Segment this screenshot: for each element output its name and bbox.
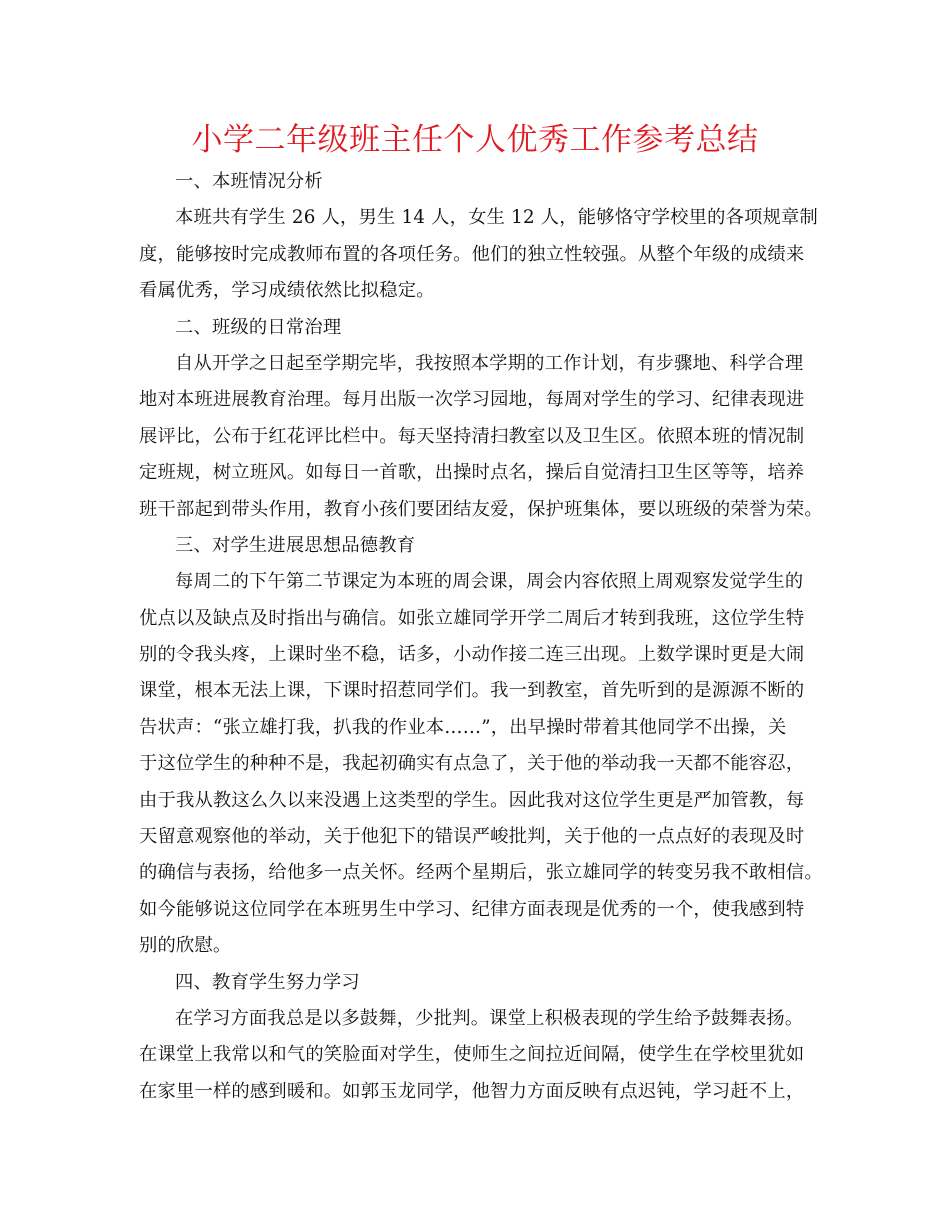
body-line: 别的令我头疼，上课时坐不稳，话多，小动作接二连三出现。上数学课时更是大闹 bbox=[139, 644, 805, 666]
body-line: 的确信与表扬，给他多一点关怀。经两个星期后，张立雄同学的转变另我不敢相信。 bbox=[139, 862, 823, 884]
body-line: 自从开学之日起至学期完毕，我按照本学期的工作计划，有步骤地、科学合理 bbox=[175, 352, 804, 374]
body-line: 三、对学生进展思想品德教育 bbox=[175, 534, 416, 556]
body-line: 课堂，根本无法上课，下课时招惹同学们。我一到教室，首先听到的是源源不断的 bbox=[139, 680, 805, 702]
body-line: 展评比，公布于红花评比栏中。每天坚持清扫教室以及卫生区。依照本班的情况制 bbox=[139, 425, 805, 447]
body-line: 四、教育学生努力学习 bbox=[175, 971, 360, 993]
body-line: 在课堂上我常以和气的笑脸面对学生，使师生之间拉近间隔，使学生在学校里犹如 bbox=[139, 1044, 805, 1066]
body-line: 一、本班情况分析 bbox=[175, 171, 323, 192]
body-line: 别的欣慰。 bbox=[139, 935, 232, 957]
body-line: 天留意观察他的举动，关于他犯下的错误严峻批判，关于他的一点点好的表现及时 bbox=[139, 826, 805, 848]
body-line: 于这位学生的种种不是，我起初确实有点急了，关于他的举动我一天都不能容忍， bbox=[139, 753, 805, 775]
body-line: 度，能够按时完成教师布置的各项任务。他们的独立性较强。从整个年级的成绩来 bbox=[139, 243, 805, 265]
body-line: 看属优秀，学习成绩依然比拟稳定。 bbox=[139, 280, 435, 302]
body-line: 告状声：“张立雄打我，扒我的作业本……”，出早操时带着其他同学不出操，关 bbox=[139, 716, 787, 738]
body-line: 班干部起到带头作用，教育小孩们要团结友爱，保护班集体，要以班级的荣誉为荣。 bbox=[139, 498, 823, 520]
body-line: 优点以及缺点及时指出与确信。如张立雄同学开学二周后才转到我班，这位学生特 bbox=[139, 607, 805, 629]
document-body bbox=[139, 164, 823, 1110]
body-line: 由于我从教这么久以来没遇上这类型的学生。因此我对这位学生更是严加管教，每 bbox=[139, 789, 805, 811]
body-line: 在学习方面我总是以多鼓舞，少批判。课堂上积极表现的学生给予鼓舞表扬。 bbox=[175, 1007, 804, 1029]
body-line: 每周二的下午第二节课定为本班的周会课，周会内容依照上周观察发觉学生的 bbox=[175, 571, 804, 593]
body-line: 如今能够说这位同学在本班男生中学习、纪律方面表现是优秀的一个，使我感到特 bbox=[139, 898, 805, 920]
body-line: 本班共有学生 26 人，男生 14 人，女生 12 人，能够恪守学校里的各项规章制 bbox=[175, 207, 819, 229]
body-line: 在家里一样的感到暖和。如郭玉龙同学，他智力方面反映有点迟钝，学习赶不上， bbox=[139, 1080, 805, 1102]
body-line: 定班规，树立班风。如每日一首歌，出操时点名，操后自觉清扫卫生区等等，培养 bbox=[139, 462, 805, 484]
document-title: 小学二年级班主任个人优秀工作参考总结 bbox=[191, 122, 759, 158]
body-line: 地对本班进展教育治理。每月出版一次学习园地，每周对学生的学习、纪律表现进 bbox=[139, 389, 805, 411]
body-line: 二、班级的日常治理 bbox=[175, 316, 342, 338]
